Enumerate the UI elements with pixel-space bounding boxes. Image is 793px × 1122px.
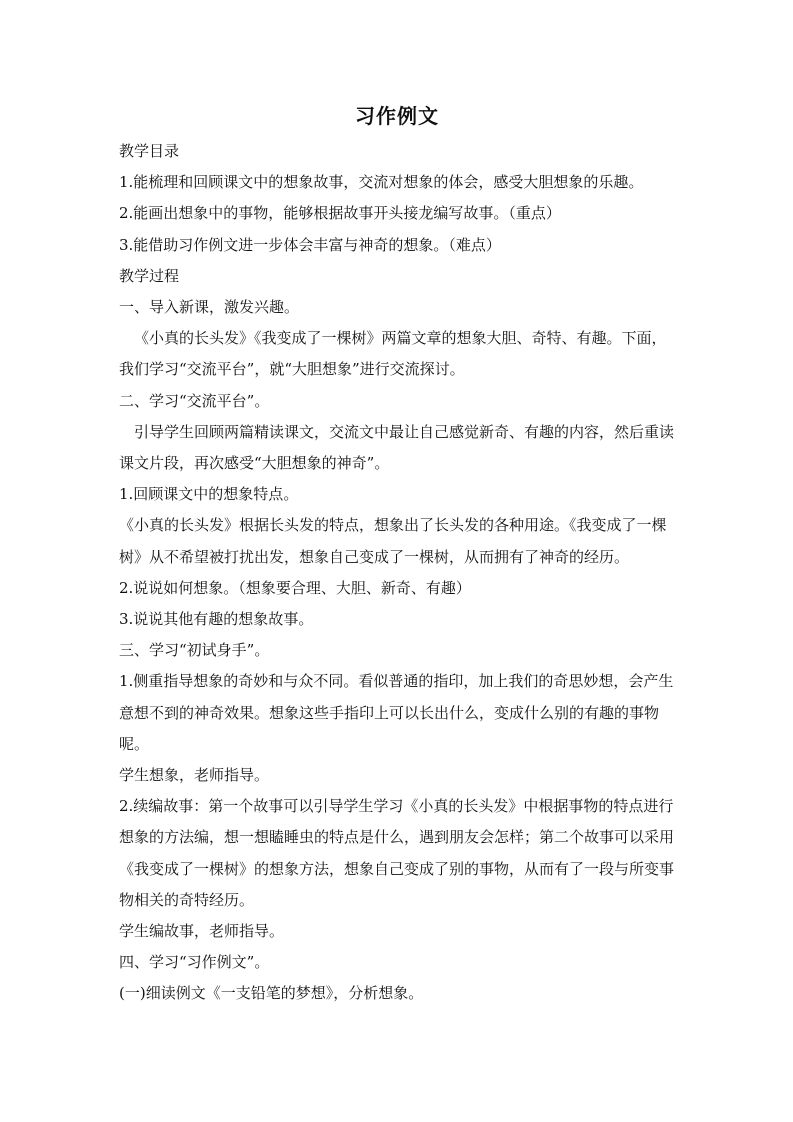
list-item-other-stories: 3.说说其他有趣的想象故事。	[119, 610, 314, 629]
document-body	[119, 100, 675, 1010]
objective-item-1: 1.能梳理和回顾课文中的想象故事，交流对想象的体会，感受大胆想象的乐趣。	[119, 173, 644, 192]
step-heading-3: 三、学习“初试身手”。	[119, 641, 270, 660]
paragraph-student-story: 学生编故事，老师指导。	[119, 922, 285, 941]
paragraph-intro: 《小真的长头发》《我变成了一棵树》两篇文章的想象大胆、奇特、有趣。下面，我们学习“交流平台”，就“大胆想象”进行交流探讨。	[119, 329, 667, 379]
paragraph-continue-story: 2.续编故事：第一个故事可以引导学生学习《小真的长头发》中根据事物的特点进行想象的方法编，想一想瞌睡虫的特点是什么，遇到朋友会怎样；第二个故事可以采用《我变成了一棵树》的想象方法，想象自己变成了别的事物，从而有了一段与所变事物相关的奇特经历。	[119, 797, 675, 909]
paragraph-review-detail: 《小真的长头发》根据长头发的特点，想象出了长头发的各种用途。《我变成了一棵树》从不希望被打扰出发，想象自己变成了一棵树，从而拥有了神奇的经历。	[119, 516, 667, 566]
list-item-review: 1.回顾课文中的想象特点。	[119, 485, 299, 504]
section-heading-objectives: 教学目录	[119, 142, 180, 160]
step-heading-1: 一、导入新课，激发兴趣。	[119, 298, 300, 317]
list-item-how-to-imagine: 2.说说如何想象。（想象要合理、大胆、新奇、有趣）	[119, 578, 471, 597]
step-heading-4: 四、学习“习作例文”。	[119, 953, 270, 972]
paragraph-fingerprint: 1.侧重指导想象的奇妙和与众不同。看似普通的指印，加上我们的奇思妙想，会产生意想不到的神奇效果。想象这些手指印上可以长出什么，变成什么别的有趣的事物呢。	[119, 672, 674, 753]
objective-item-2: 2.能画出想象中的事物，能够根据故事开头接龙编写故事。（重点）	[119, 204, 561, 223]
objective-item-3: 3.能借助习作例文进一步体会丰富与神奇的想象。（难点）	[119, 235, 501, 254]
step-heading-2: 二、学习“交流平台”。	[119, 391, 270, 410]
paragraph-guide: 引导学生回顾两篇精读课文，交流文中最让自己感觉新奇、有趣的内容，然后重读课文片段，再次感受“大胆想象的神奇”。	[119, 422, 675, 473]
subsection-heading-1: (一)细读例文《一支铅笔的梦想》，分析想象。	[119, 984, 424, 1003]
section-heading-process: 教学过程	[119, 266, 180, 285]
paragraph-student-imagine: 学生想象，老师指导。	[119, 766, 270, 785]
document-title: 习作例文	[355, 104, 439, 128]
